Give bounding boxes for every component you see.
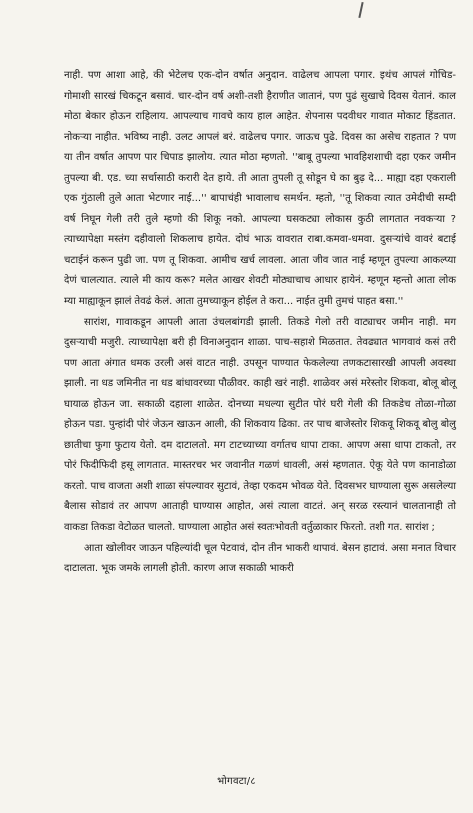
paragraph-2: सारांश, गावाकडून आपली आता उंचलबांगडी झाली. तिकडे गेलो तरी वाट्याचर जमीन नाही. मग दुसऱ्याची मजुरी. त्याच्यापेक्षा बरी ही विनाअनुदान शाळा. पाच-सहाशे मिळतात. तेवढ्यात भागवावं कसं तरी पण आता अंगात धमक उरली असं वाटत नाही. उपसून पाण्यात फेकलेल्या तणकटासारखी आपली अवस्था झाली. ना धड जमिनीत ना धड बांधावरच्या पौळीवर. काही खरं नाही. शाळेवर असं मरेस्तोर शिकवा, बोलू बोलू घायाळ होऊन जा. सकाळी दहाला शाळेत. दोनच्या मधल्या सुटीत पोरं घरी गेली की तिकडेच तोळा-गोळा होऊन पडा. पुन्हांदी पोरं जेऊन खाऊन आली, की शिकवाय ढिका. तर पाच बाजेस्तोर शिकवू शिकवू बोलु बोलु छातीचा फुगा फुटाय येतो. दम दाटालतो. मग टाटच्याच्या वर्गातच धापा टाका. आपण असा धापा टाकतो, तर पोरं फिदीफिदी हसू लागतात. मास्तरचर भर जवानीत गळणं धावली, असं म्हणतात. ऐकू येते पण कानाडोळा करतो. पाच वाजता अशी शाळा संपल्यावर सुटावं, तेव्हा एकदम भोवळ येते. दिवसभर घाण्याला सुरू असलेल्या बैलास सोडावं तर आपण आताही घाण्यास आहोत, असं त्याला वाटतं. अन् सरळ रस्त्यानं चालतानाही तो वाकडा तिकडा वेटोळत चालतो. घाण्याला आहोत असं स्वतःभोवती वर्तुळाकार फिरतो. तशी गत. सारांश ; [64, 316, 456, 534]
paragraph-3: आता खोलीवर जाऊन पहिल्यांदी चूल पेटवावं, दोन तीन भाकरी थापावं. बेसन हाटावं. असा मनात विचार दाटालता. भूक जमके लागली होती. कारण आज सकाळी भाकरी [64, 542, 456, 575]
body-text [64, 66, 456, 580]
page-footer: भोगवटा/८ [217, 776, 256, 787]
paragraph-1: नाही. पण आशा आहे, की भेटेलच एक-दोन वर्षात अनुदान. वाढेलच आपला पगार. इथंच आपलं गोचिड-गोमाशी सारखं चिकटून बसावं. चार-दोन वर्ष अशी-तशी हैराणीत जातानं, पण पुढं सुखाचे दिवस येतानं. काल मोठा बेकार होऊन राहिलाय. आपल्याच गावचे काय हाल आहेत. शेपनास पदवीधर गावात मोकाट हिंडतात. नोकऱ्या नाहीत. भविष्य नाही. उलट आपलं बरं. वाढेलच पगार. जाऊच पुढे. दिवस का असेच राहतात ? पण या तीन वर्षात आपण पार चिपाड झालोय. त्यात मोठा म्हणतो. ''बाबू तुपल्या भावहिशशाची दहा एकर जमीन तुपल्या बी. एड. च्या सर्चासाठी करारी देत हाये. ती आता तुपली तू सोडून घे का बुढ़ दे... माह्या दहा एकराली एक गुंठाली तुले आता भेटणार नाई...'' बापाचंही भावालाच समर्थन. म्हतो, ''तू शिकवा त्यात उमेदीची सम्दी वर्ष निघून गेली तरी तुले म्हणो की शिकू नको. आपल्या घसकट्या लोकास कुठी लागतात नवकऱ्या ? त्याच्यापेक्षा मस्तंग दहीवालो शिकलाच हायेत. दोघं भाऊ वावरात राबा.कमवा-धमवा. दुसऱ्यांचे वावरं बटाई चटाईनं करून पुढी जा. पण तू शिकवा. आमीच खर्च लावला. आता जीव जात नाई म्हणून तुपल्या आकल्प्या देणं चालत्यात. त्याले मी काय करू? मलेत आखर शेवटी मोठ्याचाच आधार हायेनं. म्हणून म्हन्तो आता लोक म्या माह्याकून झालं तेवढं केलं. आता तुमच्याकून होईल ते करा... नाईत तुमी तुमचं पाहत बसा.'' [64, 70, 456, 308]
ink-mark [358, 2, 363, 18]
